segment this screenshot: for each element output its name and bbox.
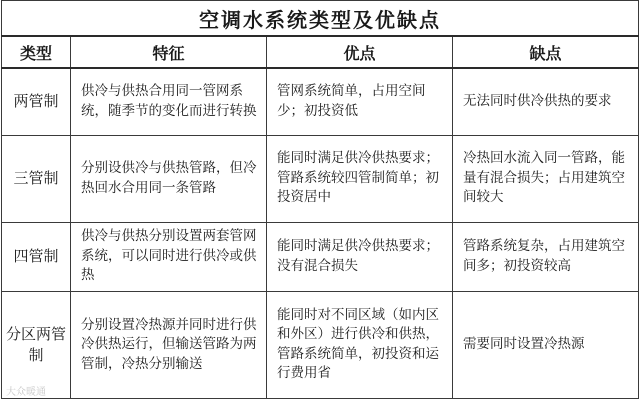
row-feature: 供冷与供热合用同一管网系统，随季节的变化而进行转换: [71, 68, 267, 135]
row-pros: 能同时满足供冷供热要求；管路系统较四管制简单；初投资居中: [267, 135, 453, 222]
table-row: [2, 291, 639, 399]
row-cons: 冷热回水流入同一管路，能量有混合损失；占用建筑空间较大: [453, 135, 639, 222]
row-type: 两管制: [2, 68, 71, 135]
row-feature: 供冷与供热分别设置两套管网系统，可以同时进行供冷或供热: [71, 222, 267, 291]
row-feature: 分别设供冷与供热管路，但冷热回水合用同一条管路: [71, 135, 267, 222]
table-row: [2, 68, 639, 135]
row-pros: 管网系统简单，占用空间少；初投资低: [267, 68, 453, 135]
row-cons: 无法同时供冷供热的要求: [453, 68, 639, 135]
header-row: [2, 36, 639, 68]
row-cons: 需要同时设置冷热源: [453, 291, 639, 399]
row-feature: 分别设置冷热源并同时进行供冷供热运行，但输送管路为两管制，冷热分别输送: [71, 291, 267, 399]
row-cons: 管路系统复杂，占用建筑空间多；初投资较高: [453, 222, 639, 291]
table-row: [2, 135, 639, 222]
row-type: 三管制: [2, 135, 71, 222]
row-pros: 能同时对不同区域（如内区和外区）进行供冷和供热，管路系统简单，初投资和运行费用省: [267, 291, 453, 399]
header-type: 类型: [2, 36, 71, 68]
row-pros: 能同时满足供冷供热要求；没有混合损失: [267, 222, 453, 291]
table-row: [2, 222, 639, 291]
header-cons: 缺点: [453, 36, 639, 68]
header-feature: 特征: [71, 36, 267, 68]
hvac-water-system-table: [1, 0, 639, 399]
row-type: 四管制: [2, 222, 71, 291]
watermark: 大众暖通: [6, 387, 46, 398]
table-title: 空调水系统类型及优缺点: [2, 1, 639, 37]
row-type: 分区两管制: [2, 291, 71, 399]
header-pros: 优点: [267, 36, 453, 68]
